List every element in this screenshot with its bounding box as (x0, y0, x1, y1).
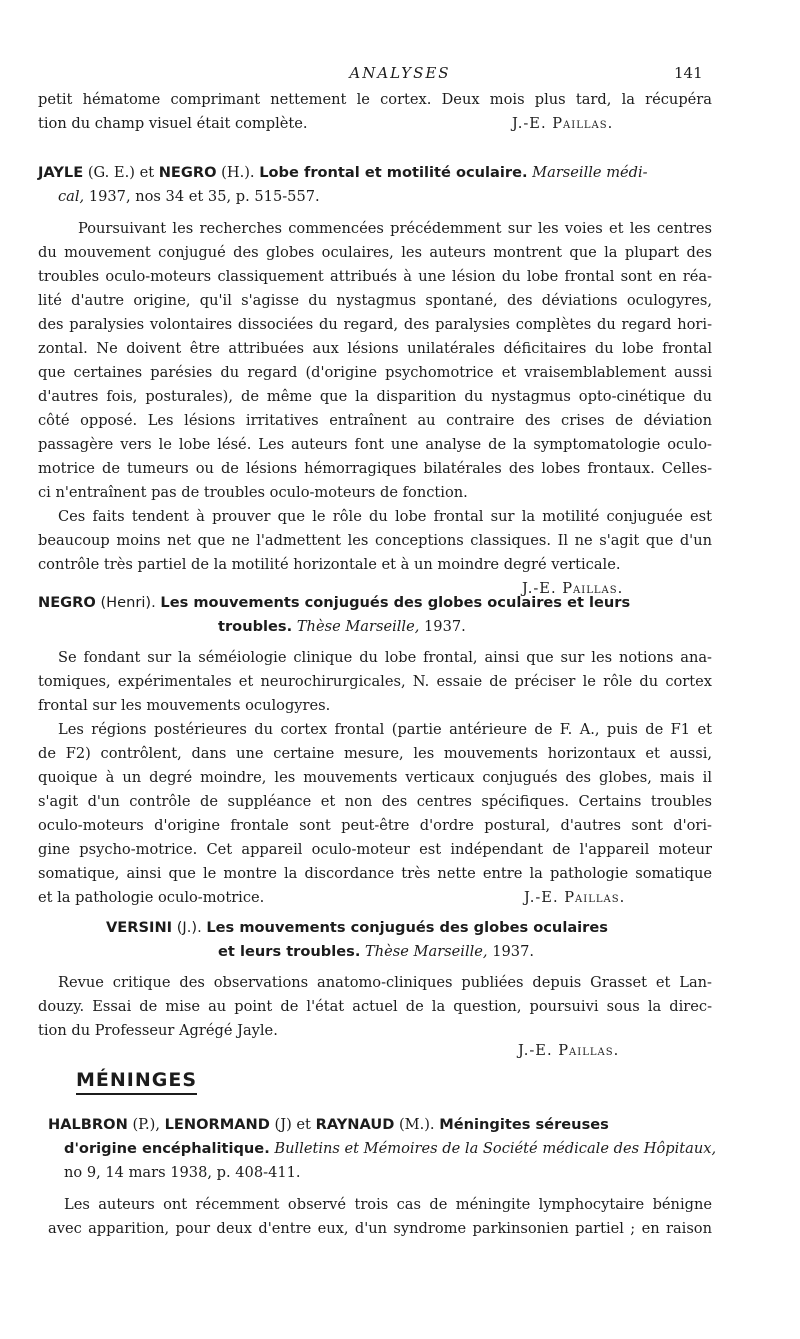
conjunction: et (139, 164, 155, 181)
signature: J.-E. Paillas. (512, 115, 614, 132)
body-line (38, 112, 712, 136)
body-line (38, 886, 712, 910)
article-title: d'origine encéphalitique. (64, 1140, 270, 1157)
body-line: petit hématome comprimant nettement le cortex. Deux mois plus tard, la récupéra (38, 91, 712, 108)
signature: J.-E. Paillas. (522, 580, 624, 597)
article-title: Lobe frontal et motilité oculaire. (259, 164, 528, 181)
review-heading-cont (218, 615, 466, 639)
review-heading (106, 916, 608, 940)
review-heading-cont (38, 185, 732, 209)
conjunction: et (296, 1116, 311, 1133)
body-line: Poursuivant les recherches commencées précédemment sur les voies et les centres (78, 220, 712, 237)
article-title: et leurs troubles. (218, 943, 361, 960)
body-line: beaucoup moins net que ne l'admettent les conceptions classiques. Il ne s'agit que d'un (38, 532, 712, 549)
body-line-text: tion du champ visuel était complète. (38, 115, 308, 132)
author-initials: (Henri). (100, 594, 156, 611)
body-line: Revue critique des observations anatomo-cliniques publiées depuis Grasset et Lan- (58, 974, 712, 991)
journal-name: cal, (58, 188, 85, 205)
body-line: s'agit d'un contrôle de suppléance et non des centres spécifiques. Certains troubles (38, 793, 712, 810)
article-title: Méningites séreuses (439, 1116, 609, 1133)
page-number: 141 (674, 64, 703, 82)
body-line: d'autres fois, posturales), de même que la disparition du nystagmus opto-cinétique du (38, 388, 712, 405)
review-heading-cont (64, 1137, 717, 1161)
author-name: NEGRO (38, 594, 96, 611)
body-line: troubles oculo-moteurs classiquement attribués à une lésion du lobe frontal sont en réa- (38, 268, 712, 285)
body-line: quoique à un degré moindre, les mouvements verticaux conjugués des globes, mais il (38, 769, 712, 786)
body-line: avec apparition, pour deux d'entre eux, d'un syndrome parkinsonien partiel ; en raison (48, 1220, 712, 1237)
body-line: tomiques, expérimentales et neurochirurgicales, N. essaie de préciser le rôle du cortex (38, 673, 712, 690)
body-line: côté opposé. Les lésions irritatives entraînent au contraire des crises de déviation (38, 412, 712, 429)
body-line: somatique, ainsi que le montre la discordance très nette entre la pathologie somatique (38, 865, 712, 882)
body-line: tion du Professeur Agrégé Jayle. (38, 1022, 278, 1039)
body-line: zontal. Ne doivent être attribuées aux lésions unilatérales déficitaires du lobe frontal (38, 340, 712, 357)
body-line: motrice de tumeurs ou de lésions hémorragiques bilatérales des lobes frontaux. Celles- (38, 460, 712, 477)
article-title: Les mouvements conjugués des globes oculaires (206, 919, 608, 936)
signature: J.-E. Paillas. (518, 1042, 620, 1059)
author-name: JAYLE (38, 164, 84, 181)
body-line: gine psycho-motrice. Cet appareil oculo-moteur est indépendant de l'appareil moteur (38, 841, 712, 858)
body-line: Se fondant sur la séméiologie clinique du lobe frontal, ainsi que sur les notions ana- (58, 649, 712, 666)
journal-name: Bulletins et Mémoires de la Société médicale des Hôpitaux, (274, 1140, 717, 1157)
body-line: Ces faits tendent à prouver que le rôle du lobe frontal sur la motilité conjuguée est (58, 508, 712, 525)
author-name: NEGRO (158, 164, 217, 181)
body-line: ci n'entraînent pas de troubles oculo-moteurs de fonction. (38, 484, 468, 501)
body-line: passagère vers le lobe lésé. Les auteurs font une analyse de la symptomatologie oculo- (38, 436, 712, 453)
year: 1937. (424, 618, 466, 635)
author-initials: (P.), (132, 1116, 160, 1133)
author-initials: (J) (274, 1116, 292, 1133)
running-header: ANALYSES (349, 64, 451, 82)
author-initials: (M.). (398, 1116, 435, 1133)
source-name: Thèse Marseille, (365, 943, 488, 960)
author-name: VERSINI (106, 919, 173, 936)
review-heading (38, 161, 712, 185)
body-line: Les auteurs ont récemment observé trois cas de méningite lymphocytaire bénigne (64, 1196, 712, 1213)
author-name: HALBRON (48, 1116, 128, 1133)
reference: 1937, nos 34 et 35, p. 515-557. (88, 188, 320, 205)
journal-name: Marseille médi- (532, 164, 648, 181)
author-initials: (H.). (221, 164, 255, 181)
body-line: douzy. Essai de mise au point de l'état actuel de la question, poursuivi sous la direc- (38, 998, 712, 1015)
body-line: Les régions postérieures du cortex frontal (partie antérieure de F. A., puis de F1 et (58, 721, 712, 738)
author-name: LENORMAND (164, 1116, 270, 1133)
author-name: RAYNAUD (315, 1116, 395, 1133)
reference: no 9, 14 mars 1938, p. 408-411. (64, 1164, 301, 1181)
section-heading: MÉNINGES (76, 1068, 197, 1095)
author-initials: (J.). (176, 919, 202, 936)
body-line-text: et la pathologie oculo-motrice. (38, 889, 265, 906)
signature: J.-E. Paillas. (524, 889, 626, 906)
body-line: contrôle très partiel de la motilité horizontale et à un moindre degré verticale. (38, 556, 621, 573)
author-initials: (G. E.) (87, 164, 135, 181)
body-line: frontal sur les mouvements oculogyres. (38, 697, 331, 714)
article-title: troubles. (218, 618, 293, 635)
body-line: des paralysies volontaires dissociées du regard, des paralysies complètes du regard hori- (38, 316, 712, 333)
body-line: que certaines parésies du regard (d'origine psychomotrice et vraisemblablement aussi (38, 364, 712, 381)
review-heading (48, 1113, 712, 1137)
body-line: oculo-moteurs d'origine frontale sont peut-être d'ordre postural, d'autres sont d'ori- (38, 817, 712, 834)
year: 1937. (492, 943, 534, 960)
body-line: lité d'autre origine, qu'il s'agisse du nystagmus spontané, des déviations oculogyres, (38, 292, 712, 309)
body-line: du mouvement conjugué des globes oculaires, les auteurs montrent que la plupart des (38, 244, 712, 261)
review-heading (38, 591, 712, 615)
source-name: Thèse Marseille, (296, 618, 420, 635)
article-title: Les mouvements conjugués des globes oculaires et leurs (160, 594, 631, 611)
review-heading-cont (218, 940, 534, 964)
body-line: de F2) contrôlent, dans une certaine mesure, les mouvements horizontaux et aussi, (38, 745, 712, 762)
